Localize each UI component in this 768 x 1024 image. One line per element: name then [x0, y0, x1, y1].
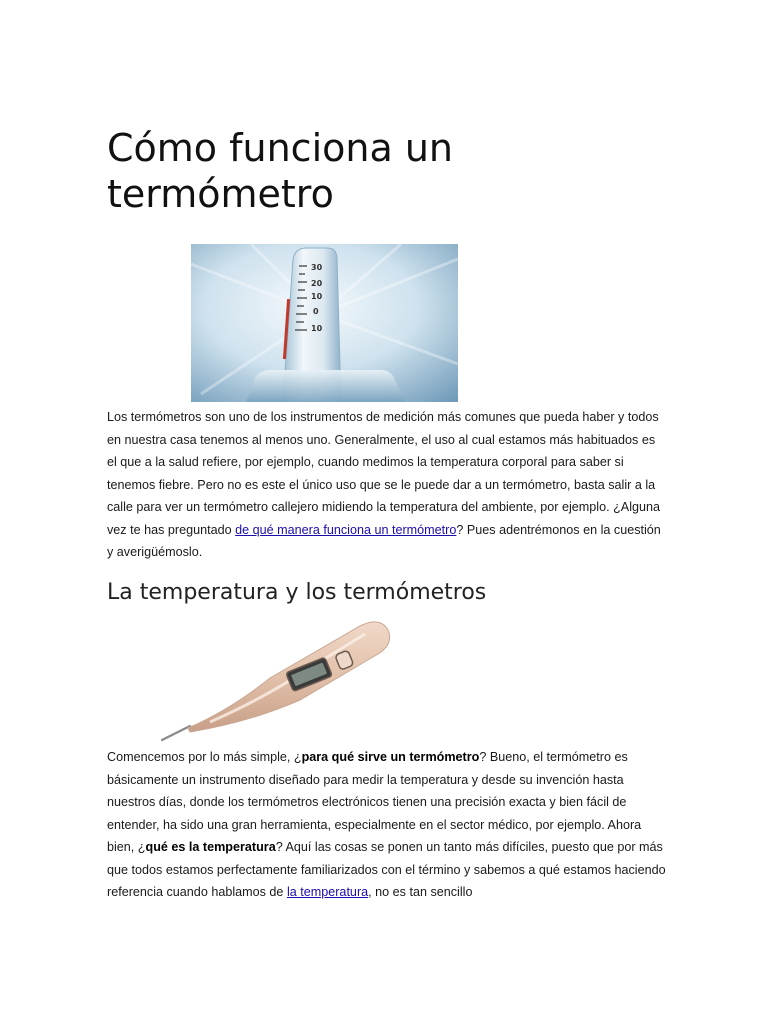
- wall-thermometer-image: [191, 244, 458, 402]
- scale-label: 20: [311, 279, 323, 288]
- scale-label: 10: [311, 324, 323, 333]
- scale-label: 10: [311, 292, 323, 301]
- scale-label: 0: [313, 307, 319, 316]
- digital-thermometer-image: [160, 618, 392, 742]
- article-title: Cómo funciona un termómetro: [107, 126, 453, 216]
- thermometer-function-link[interactable]: de qué manera funciona un termómetro: [235, 522, 457, 537]
- intro-paragraph: Los termómetros son uno de los instrumentos de medición más comunes que pueda haber y todos en nuestra casa tenemos al menos uno. Generalmente, el uso al cual estamos más habituados es el que a la salud refiere, por ejemplo, cuando medimos la temperatura corporal para saber si tenemos fiebre. Pero no es este el único uso que se le puede dar a un termómetro, basta salir a la calle para ver un termómetro callejero midiendo la temperatura del ambiente, por ejemplo. ¿Alguna vez te has preguntado de qué manera funciona un termómetro? Pues adentrémonos en la cuestión y averigüémoslo.: [107, 410, 661, 559]
- temperature-link[interactable]: la temperatura: [286, 885, 369, 899]
- section-heading: La temperatura y los termómetros: [107, 580, 487, 605]
- body-paragraph: Comencemos por lo más simple, ¿para qué sirve un termómetro? Bueno, el termómetro es básicamente un instrumento diseñado para medir la temperatura y desde su invención hasta nuestros días, donde los termómetros electrónicos tienen una precisión exacta y bien fácil de entender, ha sido una gran herramienta, especialmente en el sector médico, por ejemplo. Ahora bien, ¿qué es la temperatura? Aquí las cosas se ponen un tanto más difíciles, puesto que por más que todos estamos perfectamente familiarizados con el término y sabemos a qué estamos haciendo referencia cuando hablamos de la temperatura, no es tan sencillo: [107, 750, 666, 899]
- scale-label: 30: [311, 263, 323, 272]
